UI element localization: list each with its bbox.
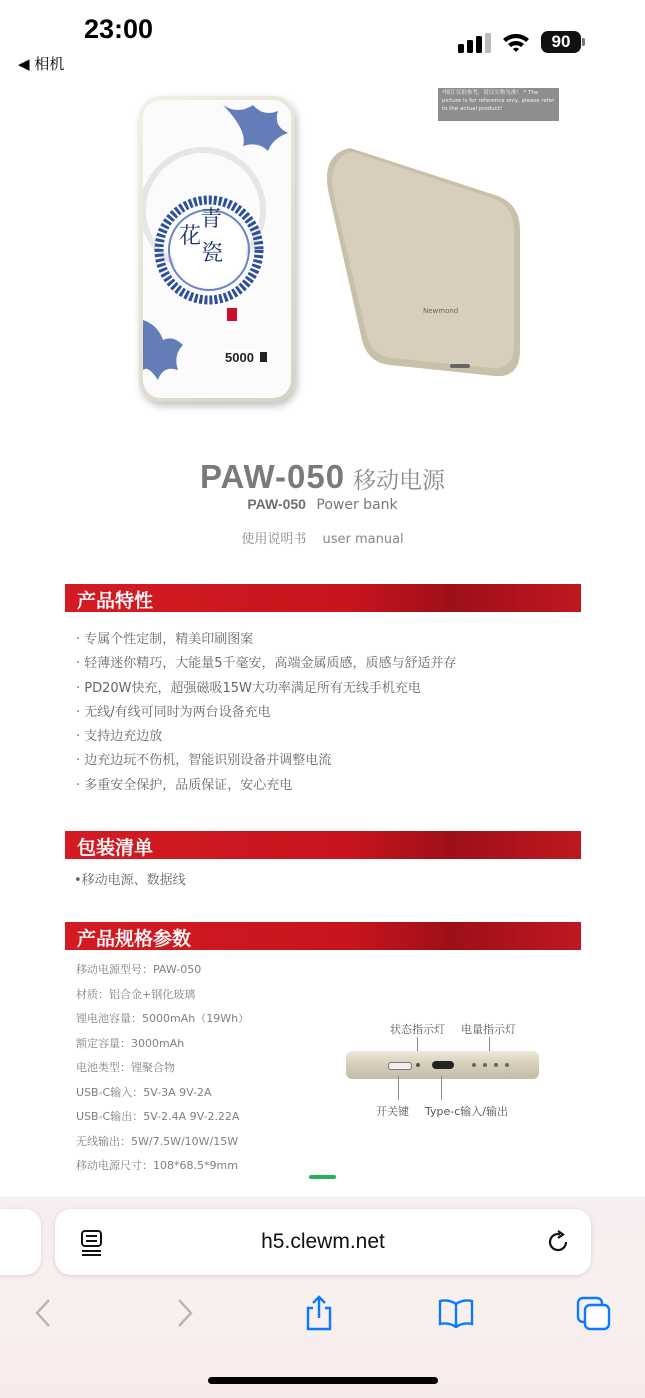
- list-item: 电池类型：锂聚合物: [76, 1061, 175, 1074]
- bookmarks-icon[interactable]: [437, 1294, 475, 1332]
- back-to-camera-link[interactable]: ◀ 相机: [18, 55, 65, 73]
- section-header-specs: [65, 922, 581, 950]
- list-item: USB-C输出：5V-2.4A 9V-2.22A: [76, 1110, 240, 1123]
- address-bar[interactable]: [55, 1209, 591, 1275]
- wifi-icon: [501, 31, 531, 53]
- list-item: 额定容量：3000mAh: [76, 1036, 185, 1050]
- image-disclaimer: *图片仅供参考，请以实物为准！ * The picture is for reference only, please refer to the actual product!: [438, 88, 559, 121]
- list-item: 无线输出：5W/7.5W/10W/15W: [76, 1134, 239, 1148]
- reload-icon[interactable]: [545, 1229, 571, 1255]
- package-content: •移动电源、数据线: [74, 873, 186, 888]
- home-indicator[interactable]: [208, 1377, 438, 1384]
- list-item: 移动电源型号：PAW-050: [76, 963, 202, 976]
- package-title: 包装清单: [77, 837, 154, 859]
- subtitle-model: PAW-050: [247, 496, 306, 512]
- list-item: · PD20W快充，超强磁吸15W大功率满足所有无线手机充电: [76, 680, 421, 696]
- manual-cn: 使用说明书: [241, 532, 307, 547]
- front-char-hua: 花: [179, 224, 202, 249]
- list-item: · 专属个性定制，精美印刷图案: [76, 632, 254, 647]
- page-indicator: [309, 1175, 336, 1179]
- subtitle-en: Power bank: [316, 497, 398, 513]
- cellular-signal-icon: [458, 33, 492, 53]
- back-brand-logo: Newmond: [423, 307, 459, 315]
- page-title: [0, 458, 645, 496]
- product-back-image: [320, 140, 530, 390]
- title-model: PAW-050: [199, 458, 346, 495]
- share-icon[interactable]: [300, 1294, 338, 1332]
- back-arrow-icon[interactable]: [25, 1294, 63, 1332]
- tabs-icon[interactable]: [575, 1294, 613, 1332]
- forward-arrow-icon[interactable]: [165, 1294, 203, 1332]
- specs-list: [76, 958, 249, 1179]
- status-led-label: 状态指示灯: [390, 1023, 445, 1036]
- previous-tab-preview[interactable]: [0, 1209, 41, 1275]
- list-item: · 多重安全保护，品质保证，安心充电: [76, 777, 293, 793]
- list-item: · 无线/有线可同时为两台设备充电: [76, 704, 271, 720]
- front-char-ci: 瓷: [201, 241, 224, 266]
- battery-icon: [541, 31, 585, 53]
- specs-title: 产品规格参数: [77, 928, 192, 950]
- section-header-package: [65, 831, 581, 859]
- port-label: Type-c输入/输出: [425, 1105, 508, 1118]
- title-cn: 移动电源: [353, 468, 446, 494]
- status-time: 23:00: [84, 14, 154, 44]
- manual-en: user manual: [322, 532, 404, 547]
- power-led-label: 电量指示灯: [461, 1023, 516, 1036]
- list-item: 锂电池容量：5000mAh（19Wh）: [76, 1012, 250, 1025]
- manual-label: [0, 528, 645, 547]
- port-diagram-device: [346, 1051, 539, 1079]
- front-char-qing: 青: [200, 207, 223, 232]
- list-item: USB-C输入：5V-3A 9V-2A: [76, 1085, 212, 1099]
- url-text[interactable]: h5.clewm.net: [261, 1230, 385, 1253]
- battery-level: 90: [541, 31, 581, 53]
- section-header-features: [65, 584, 581, 612]
- switch-label: 开关键: [376, 1105, 409, 1118]
- feature-list: [76, 628, 457, 798]
- list-item: · 支持边充边放: [76, 729, 163, 745]
- list-item: · 边充边玩不伤机，智能识别设备并调整电流: [76, 753, 332, 769]
- list-item: 移动电源尺寸：108*68.5*9mm: [76, 1159, 238, 1172]
- product-front-image: [139, 96, 295, 402]
- features-title: 产品特性: [77, 590, 154, 612]
- list-item: 材质：铝合金+钢化玻璃: [76, 987, 196, 1001]
- page-subtitle: [0, 496, 645, 513]
- list-item: · 轻薄迷你精巧，大能量5千毫安，高端金属质感，质感与舒适并存: [76, 656, 457, 672]
- front-capacity-text: 5000: [225, 350, 254, 365]
